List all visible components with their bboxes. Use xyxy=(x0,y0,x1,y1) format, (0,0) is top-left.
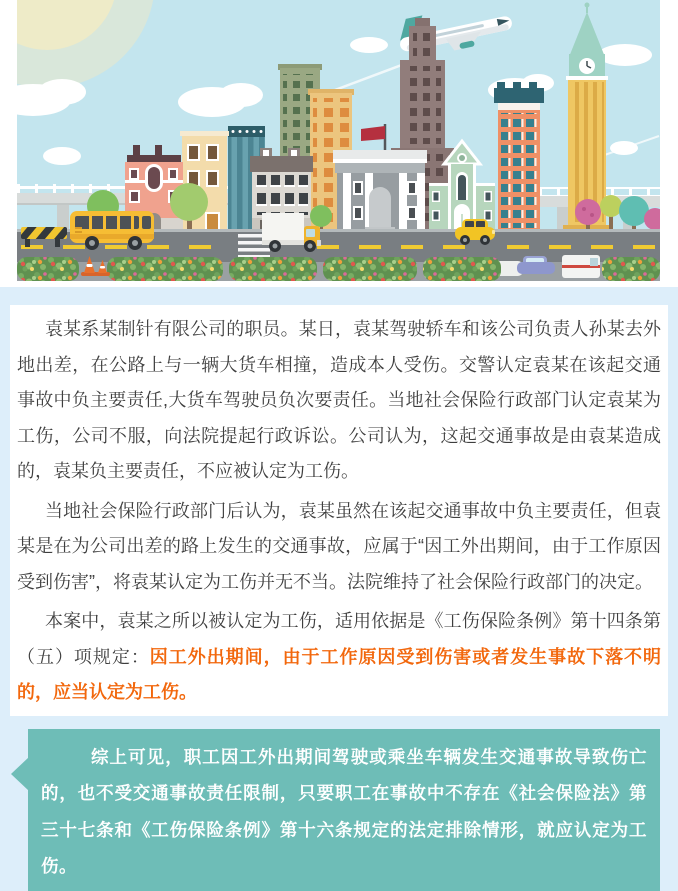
conclusion-text: 综上可见，职工因工外出期间驾驶或乘坐车辆发生交通事故导致伤亡的，也不受交通事故责任限制，只要职工在事故中不存在《社会保险法》第三十七条和《工伤保险条例》第十六条规定的法定排除情形，就应认定为工伤。 xyxy=(41,746,647,876)
callout-arrow xyxy=(11,757,29,791)
legal-basis-lead: 本案中，袁某之所以被认定为工伤，适用依据是《工伤保险条例》第十四条第（五）项规定： xyxy=(17,611,661,667)
paragraph-legal-basis xyxy=(17,604,661,711)
highlight-text: 因工外出期间，由于工作原因受到伤害或者发生事故下落不明的，应当认定为工伤。 xyxy=(17,646,662,702)
hero-section xyxy=(0,0,678,287)
paragraph-case-facts: 袁某系某制针有限公司的职员。某日，袁某驾驶轿车和该公司负责人孙某去外地出差，在公路上与一辆大货车相撞，造成本人受伤。交警认定袁某在该起交通事故中负主要责任,大货车驾驶员负次要责任。当地社会保险行政部门认定袁某为工伤，公司不服，向法院提起行政诉讼。公司认为，这起交通事故是由袁某造成的，袁某负主要责任，不应被认定为工伤。 xyxy=(17,319,661,481)
conclusion-callout xyxy=(28,729,660,891)
city-street-illustration xyxy=(17,0,660,281)
paragraph-authority-opinion: 当地社会保险行政部门后认为，袁某虽然在该起交通事故中负主要责任，但袁某是在为公司出差的路上发生的交通事故，应属于“因工外出期间，由于工作原因受到伤害”，将袁某认定为工伤并无不当。法院维持了社会保险行政部门的决定。 xyxy=(17,500,661,592)
orange-tower xyxy=(494,82,544,232)
content-section xyxy=(0,287,678,891)
article-card xyxy=(10,305,668,716)
lane-dashes xyxy=(21,245,655,249)
